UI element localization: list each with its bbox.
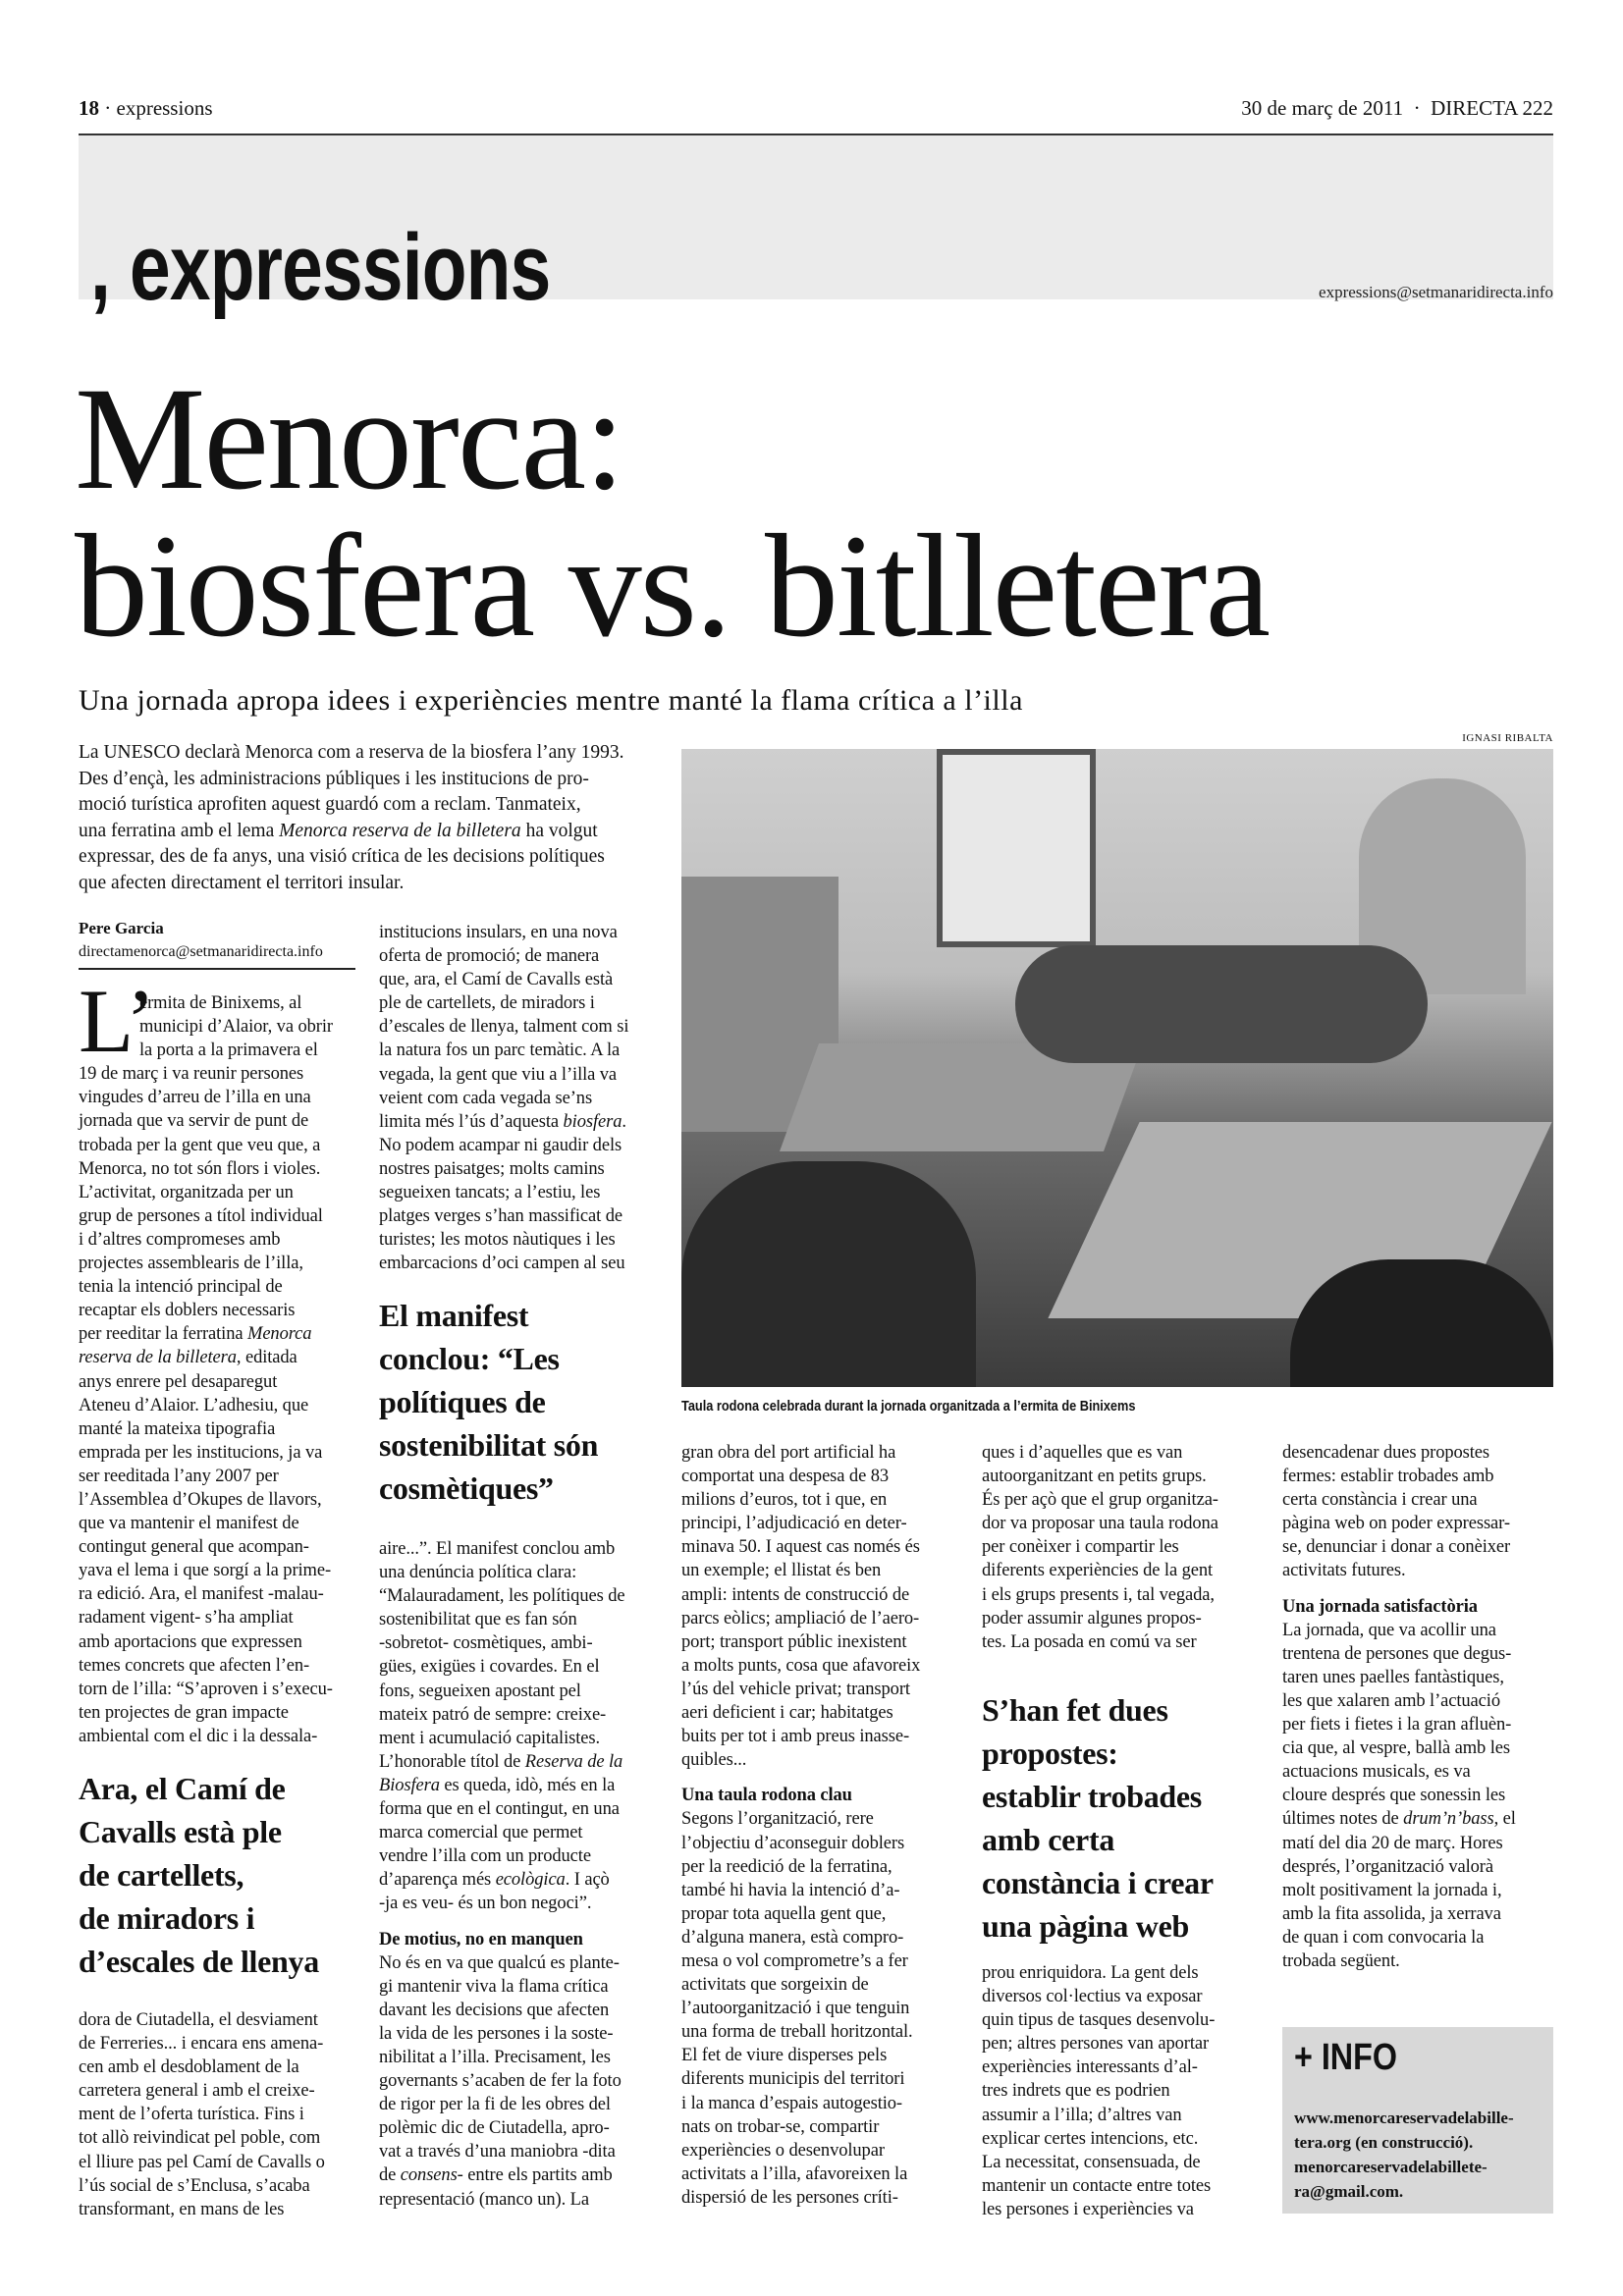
text-line: propar tota aquella gent que, <box>681 1903 887 1924</box>
text-line: a molts punts, cosa que afavoreix <box>681 1655 921 1676</box>
text-line: una forma de treball horitzontal. <box>681 2022 913 2043</box>
pull-quote-1 <box>79 1767 319 1983</box>
text-line: desencadenar dues propostes <box>1282 1443 1489 1463</box>
text-line: i els grups presents i, tal vegada, <box>982 1584 1215 1605</box>
text-line: ten projectes de gran impacte <box>79 1702 289 1723</box>
text-line: marca comercial que permet <box>379 1823 583 1843</box>
text-line: embarcacions d’oci campen al seu <box>379 1254 625 1274</box>
text-line: L’activitat, organitzada per un <box>79 1182 294 1202</box>
text-line: assumir a l’illa; d’altres van <box>982 2105 1182 2125</box>
text-line: l’ús del vehicle privat; transport <box>681 1679 910 1699</box>
text-line: un exemple; el llistat és ben <box>681 1561 882 1581</box>
text-line: -ja es veu- és un bon negoci”. <box>379 1894 592 1914</box>
text-line: oferta de promoció; de manera <box>379 946 600 967</box>
column-2-text <box>379 921 628 1275</box>
text-line: ra@gmail.com. <box>1294 2182 1404 2201</box>
subheading: De motius, no en manquen <box>379 1929 583 1949</box>
issue-dot: · <box>1413 96 1421 120</box>
column-1-text <box>79 991 333 1748</box>
text-line: L’honorable títol de Reserva de la <box>379 1751 623 1772</box>
column-5-text <box>1282 1441 1516 1973</box>
column-2-text-continued <box>379 1537 624 2212</box>
italic-text: drum’n’bass <box>1403 1809 1494 1830</box>
text-line: mesa o vol comprometre’s a fer <box>681 1950 908 1971</box>
text-line: matí del dia 20 de març. Hores <box>1282 1833 1503 1853</box>
text-line: d’escales de llenya, talment com si <box>379 1017 629 1038</box>
column-4-text <box>982 1441 1218 1654</box>
text-line: manté la mateixa tipografia <box>79 1418 276 1439</box>
text-line: És per açò que el grup organitza- <box>982 1490 1218 1511</box>
photo-credit: IGNASI RIBALTA <box>1462 732 1553 744</box>
text-line: tenia la intenció principal de <box>79 1277 283 1298</box>
text-line: gi mantenir viva la flama crítica <box>379 1976 609 1997</box>
column-4-text-continued <box>982 1961 1215 2221</box>
text-line: explicar certes intencions, etc. <box>982 2128 1199 2149</box>
text-line: vingudes d’arreu de l’illa en una <box>79 1088 311 1108</box>
text-line: gües, exigües i covardes. En el <box>379 1657 600 1678</box>
text-line: jornada que va servir de punt de <box>79 1111 309 1132</box>
people-silhouette <box>1290 1259 1553 1387</box>
text-line: activitats futures. <box>1282 1561 1406 1581</box>
text-line: emprada per les institucions, ja va <box>79 1442 323 1463</box>
text-line: amb certa <box>982 1822 1115 1857</box>
people-silhouette <box>1015 945 1428 1063</box>
text-line: moció turística aprofiten aquest guardó com a reclam. Tanmateix, <box>79 794 581 815</box>
text-line: se, denunciar i donar a conèixer <box>1282 1537 1511 1558</box>
text-line: tes. La posada en comú va ser <box>982 1631 1197 1652</box>
text-line: segueixen tancats; a l’estiu, les <box>379 1183 601 1203</box>
italic-text: ecològica <box>495 1870 566 1891</box>
text-line: fermes: establir trobades amb <box>1282 1467 1494 1487</box>
section-title: , expressions <box>90 215 551 320</box>
text-line: dispersió de les persones críti- <box>681 2187 898 2208</box>
text-line: limita més l’ús d’aquesta biosfera. <box>379 1111 626 1132</box>
issue-number: DIRECTA 222 <box>1431 96 1553 120</box>
text-line: tot allò reivindicat pel poble, com <box>79 2128 321 2149</box>
text-line: trobada per la gent que veu que, a <box>79 1135 321 1155</box>
text-line: activitats que sorgeixin de <box>681 1975 869 1996</box>
text-line: expressar, des de fa anys, una visió crítica de les decisions polítiques <box>79 846 605 867</box>
text-line: la vida de les persones i la soste- <box>379 2023 614 2044</box>
info-title: + INFO <box>1294 2037 1398 2078</box>
text-line: les persones i experiències va <box>982 2199 1194 2219</box>
text-line: nats on trobar-se, compartir <box>681 2116 880 2137</box>
text-line: El manifest <box>379 1298 529 1333</box>
pull-quote-2 <box>379 1294 598 1510</box>
text-line: poder assumir algunes propos- <box>982 1608 1202 1629</box>
text-line: ple de cartellets, de miradors i <box>379 993 595 1014</box>
drop-cap: L’ <box>79 971 156 1071</box>
text-line: quibles... <box>681 1750 747 1771</box>
text-line: de rigor per la fi de les obres del <box>379 2095 611 2115</box>
text-line: forma que en el contingut, en una <box>379 1799 620 1820</box>
italic-text: Biosfera <box>379 1775 440 1795</box>
text-line: platges verges s’han massificat de <box>379 1206 622 1227</box>
text-line: de miradors i <box>79 1900 255 1936</box>
text-line: dor va proposar una taula rodona <box>982 1514 1218 1534</box>
text-line: últimes notes de drum’n’bass, el <box>1282 1809 1516 1830</box>
text-line: minava 50. I aquest cas només és <box>681 1537 920 1558</box>
text-line: una pàgina web <box>982 1908 1189 1944</box>
text-line: de consens- entre els partits amb <box>379 2165 613 2186</box>
text-line: La UNESCO declarà Menorca com a reserva de la biosfera l’any 1993. <box>79 742 624 763</box>
text-line: Des d’ençà, les administracions públiques i les institucions de pro- <box>79 768 589 789</box>
info-links[interactable] <box>1294 2106 1514 2204</box>
text-line: transformant, en mans de les <box>79 2199 285 2219</box>
text-line: projectes assemblearis de l’illa, <box>79 1254 303 1274</box>
photo-caption: Taula rodona celebrada durant la jornada organitzada a l’ermita de Binixems <box>681 1398 1136 1415</box>
text-line: activitats a l’illa, afavoreixen la <box>681 2163 908 2184</box>
italic-text: Reserva de la <box>524 1751 623 1772</box>
paragraph-gap <box>681 1772 920 1784</box>
author-name: Pere Garcia <box>79 919 164 937</box>
text-line: diferents municipis del territori <box>681 2069 905 2090</box>
page-folio <box>79 96 213 121</box>
text-line: per reeditar la ferratina Menorca <box>79 1324 312 1345</box>
italic-text: Menorca <box>247 1324 312 1345</box>
text-line: l’objectiu d’aconseguir doblers <box>681 1833 905 1853</box>
text-line: cia que, al vespre, ballà amb les <box>1282 1738 1510 1759</box>
text-line: anys enrere pel desaparegut <box>79 1371 278 1392</box>
text-line: ser reeditada l’any 2007 per <box>79 1466 279 1486</box>
text-line: diferents experiències de la gent <box>982 1561 1214 1581</box>
text-line: representació (manco un). La <box>379 2189 589 2210</box>
text-line: yava el lema i que sorgí a la prime- <box>79 1561 332 1581</box>
text-line: autoorganitzant en petits grups. <box>982 1467 1207 1487</box>
text-line: i la manca d’espais autogestio- <box>681 2093 902 2113</box>
text-line: vegada, la gent que viu a l’illa va <box>379 1064 618 1085</box>
text-line: l’ús social de s’Enclusa, s’acaba <box>79 2175 310 2196</box>
text-line: actuacions musicals, es va <box>1282 1762 1471 1783</box>
text-line: sostenibilitat són <box>379 1427 599 1463</box>
text-line: per fiets i fietes i la gran afluèn- <box>1282 1715 1512 1735</box>
folio-separator: · <box>99 96 117 120</box>
text-line: radament vigent- s’ha ampliat <box>79 1608 294 1629</box>
text-line: una denúncia política clara: <box>379 1563 577 1583</box>
issue-date: 30 de març de 2011 <box>1241 96 1404 120</box>
text-line: Ara, el Camí de <box>79 1771 286 1806</box>
text-line: No és en va que qualcú es plante- <box>379 1952 620 1973</box>
text-line: aeri deficient i car; habitatges <box>681 1703 893 1724</box>
text-line: veient com cada vegada se’ns <box>379 1088 593 1108</box>
italic-text: biosfera <box>563 1111 622 1132</box>
text-line: turistes; les motos nàutiques i les <box>379 1230 616 1251</box>
text-line: d’escales de llenya <box>79 1944 319 1979</box>
italic-text: reserva de la billetera <box>79 1348 237 1368</box>
text-line: pen; altres persones van aportar <box>982 2034 1210 2055</box>
text-line: pàgina web on poder expressar- <box>1282 1514 1510 1534</box>
text-line: tres indrets que es podrien <box>982 2081 1170 2102</box>
text-line: parcs eòlics; ampliació de l’aero- <box>681 1608 920 1629</box>
text-line: prou enriquidora. La gent dels <box>982 1963 1199 1983</box>
folio-section: expressions <box>116 96 213 120</box>
text-line: La jornada, que va acollir una <box>1282 1620 1496 1640</box>
text-line: ment i acumulació capitalistes. <box>379 1728 600 1748</box>
text-line: una ferratina amb el lema Menorca reserva de la billetera ha volgut <box>79 820 598 841</box>
text-line: davant les decisions que afecten <box>379 2000 610 2020</box>
text-line: “Malauradament, les polítiques de <box>379 1586 625 1607</box>
text-line: governants s’acaben de fer la foto <box>379 2071 622 2092</box>
text-line: amb la fita assolida, ja xerrava <box>1282 1903 1501 1924</box>
text-line: trentena de persones que degus- <box>1282 1643 1512 1664</box>
intro-lead <box>79 740 668 896</box>
headline-line: Menorca: <box>75 357 623 520</box>
text-line: molt positivament la jornada i, <box>1282 1880 1502 1900</box>
text-line: certa constància i crear una <box>1282 1490 1478 1511</box>
text-line: recaptar els doblers necessaris <box>79 1301 296 1321</box>
headline-line: biosfera vs. bitlletera <box>75 505 1270 667</box>
text-line: i d’altres compromeses amb <box>79 1229 281 1250</box>
text-line: gran obra del port artificial ha <box>681 1443 896 1463</box>
text-line: que afecten directament el territori insular. <box>79 872 405 893</box>
window-shape <box>937 749 1096 947</box>
text-line: municipi d’Alaior, va obrir <box>139 1017 333 1038</box>
people-silhouette <box>681 1161 976 1387</box>
text-line: de cartellets, <box>79 1857 244 1893</box>
text-line: mantenir un contacte entre totes <box>982 2175 1212 2196</box>
text-line: tera.org (en construcció). <box>1294 2133 1474 2152</box>
text-line: grup de persones a títol individual <box>79 1205 323 1226</box>
text-line: www.menorcareservadelabille- <box>1294 2109 1514 2127</box>
text-line: principi, l’adjudicació en deter- <box>681 1514 907 1534</box>
text-line: carretera general i amb el creixe- <box>79 2081 315 2102</box>
text-line: fons, segueixen apostant pel <box>379 1681 581 1701</box>
column-3-text <box>681 1441 920 2210</box>
text-line: temes concrets que afecten l’en- <box>79 1655 310 1676</box>
text-line: sostenibilitat que es fan són <box>379 1610 577 1630</box>
subheading: Una taula rodona clau <box>681 1786 852 1806</box>
text-line: S’han fet dues <box>982 1692 1168 1728</box>
text-line: ques i d’aquelles que es van <box>982 1443 1183 1463</box>
text-line: ra edició. Ara, el manifest -malau- <box>79 1584 324 1605</box>
paragraph-gap <box>379 1916 624 1928</box>
text-line: d’alguna manera, està compro- <box>681 1927 904 1948</box>
headline <box>75 357 1270 667</box>
subheading: Una jornada satisfactòria <box>1282 1596 1478 1617</box>
text-line: Menorca, no tot són flors i violes. <box>79 1158 321 1179</box>
text-line: taren unes paelles fantàstiques, <box>1282 1667 1504 1687</box>
text-line: l’autoorganització i que tenguin <box>681 1999 910 2019</box>
text-line: institucions insulars, en una nova <box>379 923 618 942</box>
paragraph-gap <box>1282 1583 1516 1595</box>
text-line: cloure després que sonessin les <box>1282 1786 1506 1806</box>
text-line: nibilitat a l’illa. Precisament, les <box>379 2047 611 2067</box>
text-line: establir trobades <box>982 1779 1202 1814</box>
text-line: d’aparença més ecològica. I açò <box>379 1870 610 1891</box>
text-line: també hi havia la intenció d’a- <box>681 1880 900 1900</box>
text-line: trobada següent. <box>1282 1950 1400 1971</box>
text-line: ampli: intents de construcció de <box>681 1584 910 1605</box>
text-line: que va mantenir el manifest de <box>79 1514 299 1534</box>
text-line: diversos col·lectius va exposar <box>982 1987 1203 2007</box>
text-line: contingut general que acompan- <box>79 1537 309 1558</box>
text-line: propostes: <box>982 1735 1118 1771</box>
text-line: buits per tot i amb preus inasse- <box>681 1727 910 1747</box>
text-line: de quan i com convocaria la <box>1282 1927 1485 1948</box>
subtitle: Una jornada apropa idees i experiències mentre manté la flama crítica a l’illa <box>79 684 1023 717</box>
text-line: port; transport públic inexistent <box>681 1631 907 1652</box>
text-line: Cavalls està ple <box>79 1814 282 1849</box>
text-line: la natura fos un parc temàtic. A la <box>379 1041 621 1061</box>
text-line: mateix patró de sempre: creixe- <box>379 1704 607 1725</box>
text-line: que, ara, el Camí de Cavalls està <box>379 970 614 990</box>
text-line: l’Assemblea d’Okupes de llavors, <box>79 1489 322 1510</box>
text-line: ambiental com el dic i la dessala- <box>79 1726 318 1746</box>
text-line: polèmic dic de Ciutadella, apro- <box>379 2118 610 2139</box>
text-line: comportat una despesa de 83 <box>681 1467 890 1487</box>
text-line: conclou: “Les <box>379 1341 560 1376</box>
text-line: aire...”. El manifest conclou amb <box>379 1539 616 1559</box>
text-line: dora de Ciutadella, el desviament <box>79 2010 318 2030</box>
page-number: 18 <box>79 96 99 120</box>
text-line: nostres paisatges; molts camins <box>379 1158 605 1179</box>
italic-text: consens <box>400 2165 458 2186</box>
text-line: cosmètiques” <box>379 1470 554 1506</box>
article-photo <box>681 749 1553 1387</box>
text-line: -sobretot- cosmètiques, ambi- <box>379 1633 593 1654</box>
text-line: vendre l’illa com un producte <box>379 1846 591 1867</box>
text-line: menorcareservadelabillete- <box>1294 2158 1488 2176</box>
text-line: Biosfera es queda, idò, més en la <box>379 1775 616 1795</box>
text-line: ermita de Binixems, al <box>139 993 302 1013</box>
byline <box>79 917 355 970</box>
text-line: Ateneu d’Alaior. L’adhesiu, que <box>79 1395 309 1415</box>
author-email[interactable]: directamenorca@setmanaridirecta.info <box>79 940 355 970</box>
text-line: No podem acampar ni gaudir dels <box>379 1135 622 1155</box>
text-line: 19 de març i va reunir persones <box>79 1064 304 1085</box>
text-line: per conèixer i compartir les <box>982 1537 1179 1558</box>
text-line: torn de l’illa: “S’aproven i s’execu- <box>79 1679 333 1699</box>
column-1-text-continued <box>79 2008 325 2221</box>
italic-text: Menorca reserva de la billetera <box>279 820 521 841</box>
text-line: després, l’organització valorà <box>1282 1856 1493 1877</box>
text-line: ment de l’oferta turística. Fins i <box>79 2105 304 2125</box>
text-line: experiències o desenvolupar <box>681 2140 885 2161</box>
text-line: les que xalaren amb l’actuació <box>1282 1690 1500 1711</box>
text-line: Segons l’organització, rere <box>681 1809 874 1830</box>
text-line: quin tipus de tasques desenvolu- <box>982 2010 1216 2031</box>
text-line: la porta a la primavera el <box>139 1041 318 1061</box>
info-box <box>1282 2027 1553 2214</box>
text-line: el lliure pas pel Camí de Cavalls o <box>79 2152 325 2172</box>
text-line: de Ferreries... i encara ens amena- <box>79 2034 324 2055</box>
text-line: vat a través d’una maniobra -dita <box>379 2142 616 2163</box>
text-line: La necessitat, consensuada, de <box>982 2152 1201 2172</box>
text-line: reserva de la billetera, editada <box>79 1348 298 1368</box>
text-line: cen amb el desdoblament de la <box>79 2057 299 2078</box>
section-email: expressions@setmanaridirecta.info <box>1319 283 1553 301</box>
text-line: experiències interessants d’al- <box>982 2057 1198 2078</box>
text-line: El fet de viure disperses pels <box>681 2046 888 2066</box>
text-line: polítiques de <box>379 1384 546 1419</box>
text-line: constància i crear <box>982 1865 1214 1900</box>
text-line: per la reedició de la ferratina, <box>681 1856 893 1877</box>
text-line: milions d’euros, tot i que, en <box>681 1490 888 1511</box>
issue-info <box>1241 96 1553 121</box>
text-line: amb aportacions que expressen <box>79 1631 302 1652</box>
pull-quote-3 <box>982 1688 1214 1948</box>
